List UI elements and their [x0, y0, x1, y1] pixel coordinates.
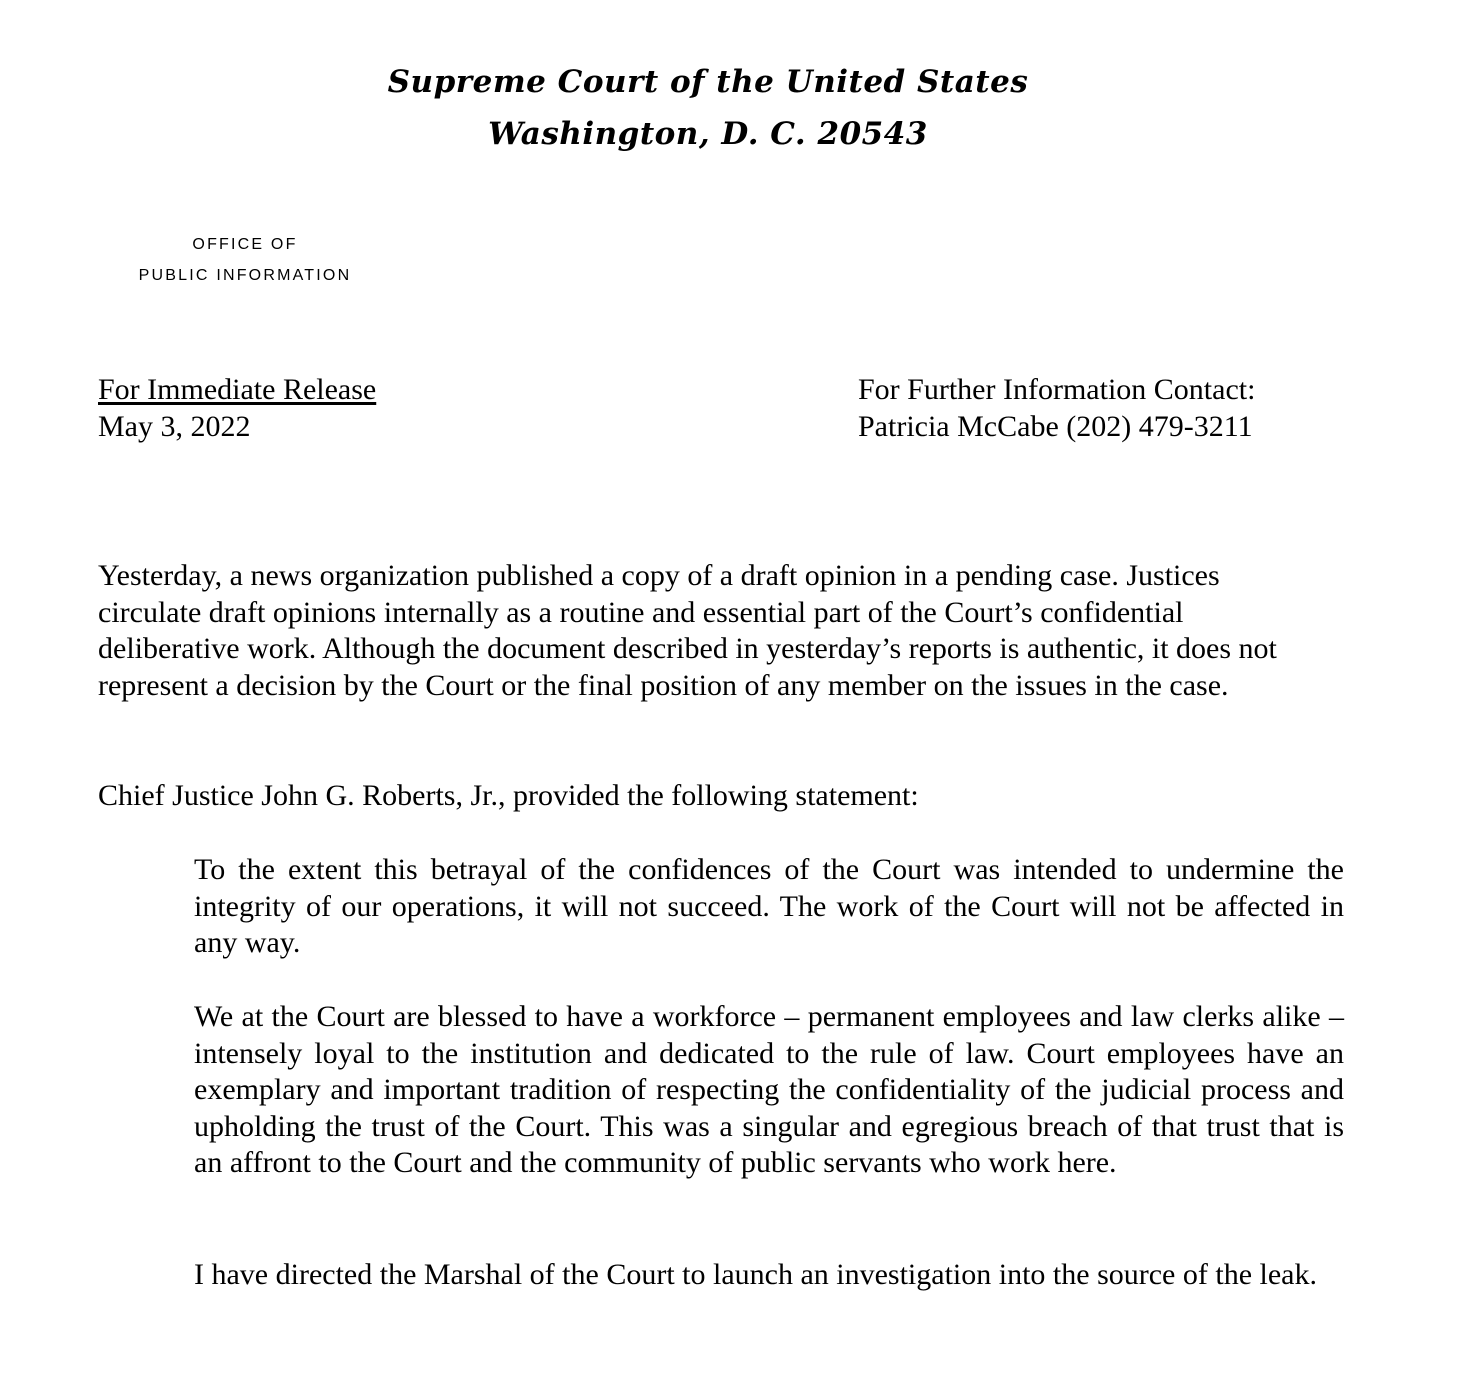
body-paragraph: Yesterday, a news organization published a copy of a draft opinion in a pending case. Justices circulate draft opinions internally as a routine and essential part of the Court’s confidential deliberative work. Although the document described in yesterday’s reports is authentic, it does not represent a decision by the Court or the final position of any member on the issues in the case.: [98, 559, 1277, 702]
release-heading: For Immediate Release: [98, 373, 377, 406]
contact-details: Patricia McCabe (202) 479-3211: [858, 410, 1253, 443]
contact-block: [858, 371, 1255, 445]
office-label-line1: OFFICE OF: [192, 236, 298, 253]
release-date: May 3, 2022: [98, 410, 251, 443]
office-label-line2: PUBLIC INFORMATION: [138, 267, 352, 284]
statement-paragraph: To the extent this betrayal of the confidences of the Court was intended to undermine the integrity of our operations, it will not succeed. The work of the Court will not be affected in any way.: [194, 853, 1344, 960]
contact-heading: For Further Information Contact:: [858, 373, 1256, 406]
letterhead: [0, 56, 1416, 160]
statement-paragraph: I have directed the Marshal of the Court to launch an investigation into the source of the leak.: [194, 1258, 1317, 1291]
office-label: [100, 234, 390, 287]
letterhead-address: Washington, D. C. 20543: [488, 116, 928, 152]
release-block: [98, 371, 376, 445]
statement-intro: Chief Justice John G. Roberts, Jr., provided the following statement:: [98, 779, 919, 812]
letterhead-court-name: Supreme Court of the United States: [387, 64, 1029, 100]
statement-paragraph: We at the Court are blessed to have a workforce – permanent employees and law clerks alike – intensely loyal to the institution and dedicated to the rule of law. Court employees have an exemplary and important tradition of respecting the confidentiality of the judicial process and upholding the trust of the Court. This was a singular and egregious breach of that trust that is an affront to the Court and the community of public servants who work here.: [194, 1000, 1344, 1180]
